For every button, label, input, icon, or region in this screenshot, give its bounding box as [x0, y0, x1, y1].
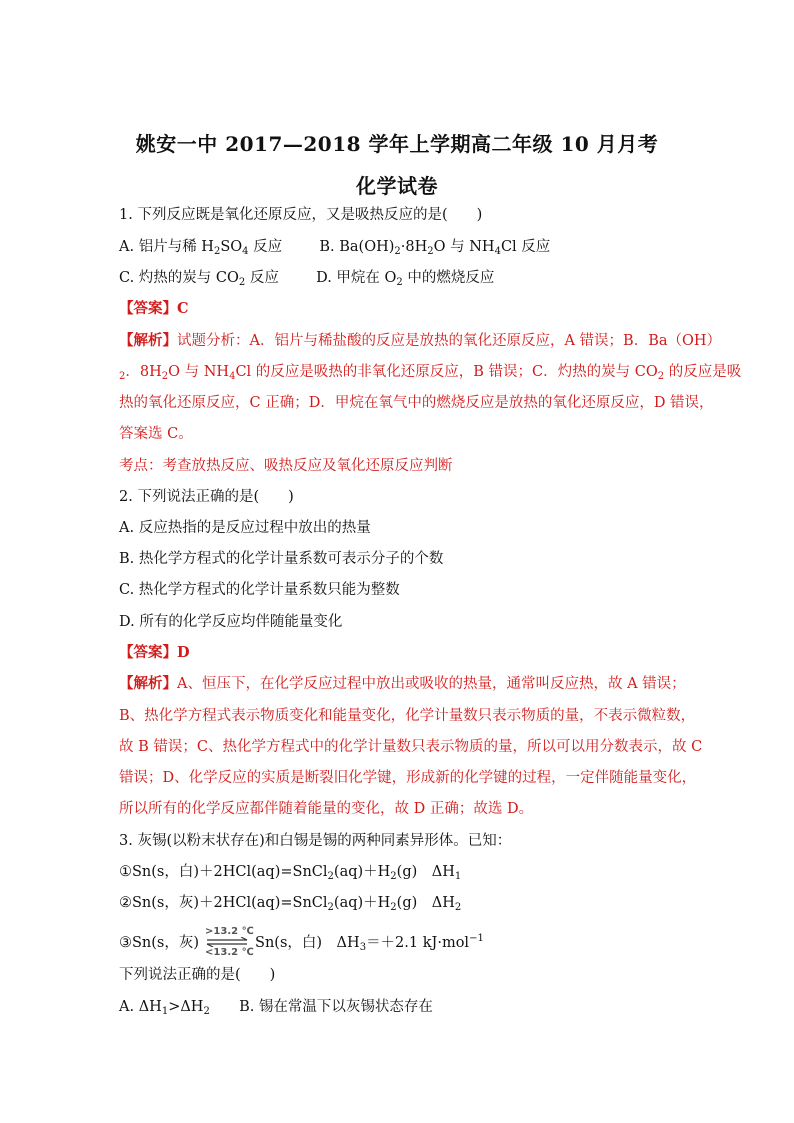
answer-value: C	[177, 300, 189, 317]
q3-option-b: B. 锡在常温下以灰锡状态存在	[239, 999, 433, 1015]
q1-analysis-line-4: 答案选 C。	[119, 426, 193, 442]
q2-analysis-line-2: B、热化学方程式表示物质变化和能量变化，化学计量数只表示物质的量，不表示微粒数，	[119, 708, 696, 724]
double-arrow-icon	[205, 937, 249, 947]
analysis-tag: 【解析】	[119, 675, 177, 692]
q1-option-c: C. 灼热的炭与 $CO_2$ 反应	[119, 270, 279, 288]
q2-option-d: D. 所有的化学反应均伴随能量变化	[119, 614, 343, 630]
q1-answer	[119, 299, 679, 319]
q2-option-a: A. 反应热指的是反应过程中放出的热量	[119, 520, 371, 536]
q2-analysis-line-3: 故 B 错误；C、热化学方程式中的化学计量数只表示物质的量，所以可以用分数表示，故 C	[119, 739, 703, 755]
analysis-tag: 【解析】	[119, 332, 177, 349]
q1-stem: 1. 下列反应既是氧化还原反应，又是吸热反应的是( )	[119, 207, 483, 223]
q2-option-c: C. 热化学方程式的化学计量系数只能为整数	[119, 582, 400, 598]
q3-equation-1: ①Sn(s，白)$+2HCl(aq)=SnCl_2(aq)+H_2(g)$ $\Delta H_1$	[119, 864, 462, 882]
q1-knowledge-point: 考点：考查放热反应、吸热反应及氧化还原反应判断	[119, 458, 453, 474]
q1-analysis-line-2: $_2$．$8H_2O$ 与 $NH_4Cl$ 的反应是吸热的非氧化还原反应，B 错误；C．灼热的炭与 $CO_2$ 的反应是吸	[119, 364, 742, 382]
q3-options-ab	[119, 997, 679, 1022]
arrow-condition-top: >13.2 ℃	[205, 926, 254, 937]
q3-equation-3: ③Sn(s，灰) >13.2 ℃ <13.2 ℃ Sn(s，白) $\Delta H_3=+2.1$ kJ·mol$^{-1}$	[119, 926, 484, 958]
q3-equation-2: ②Sn(s，灰)$+2HCl(aq)=SnCl_2(aq)+H_2(g)$ $\Delta H_2$	[119, 895, 462, 913]
q1-options-ab	[119, 237, 679, 262]
q3-option-a: A. $\Delta H_1>\Delta H_2$	[119, 999, 210, 1017]
q2-analysis-line-4: 错误；D、化学反应的实质是断裂旧化学键，形成新的化学键的过程，一定伴随能量变化，	[119, 770, 697, 786]
q1-analysis-line-1: 【解析】试题分析：A．铝片与稀盐酸的反应是放热的氧化还原反应，A 错误；B．Ba（OH）	[119, 332, 722, 349]
exam-title: 姚安一中 2017—2018 学年上学期高二年级 10 月月考	[135, 132, 659, 156]
q2-analysis-line-1: 【解析】A、恒压下，在化学反应过程中放出或吸收的热量，通常叫反应热，故 A 错误；	[119, 675, 686, 692]
q1-option-a: A. 铝片与稀 $H_2SO_4$ 反应	[119, 239, 283, 257]
answer-tag: 【答案】	[119, 644, 177, 661]
arrow-condition-bottom: <13.2 ℃	[205, 947, 254, 958]
q2-stem: 2. 下列说法正确的是( )	[119, 489, 294, 505]
q3-stem: 3. 灰锡(以粉末状存在)和白锡是锡的两种同素异形体。已知：	[119, 833, 512, 849]
q1-analysis-line-3: 热的氧化还原反应，C 正确；D．甲烷在氧气中的燃烧反应是放热的氧化还原反应，D 错误，	[119, 395, 714, 411]
q1-option-b: B. $Ba(OH)_2\cdot 8H_2O$ 与 $NH_4Cl$ 反应	[319, 239, 551, 257]
answer-tag: 【答案】	[119, 300, 177, 317]
exam-subtitle: 化学试卷	[356, 174, 438, 198]
answer-value: D	[177, 644, 190, 661]
q3-ask: 下列说法正确的是( )	[119, 967, 276, 983]
q1-options-cd	[119, 268, 679, 293]
equilibrium-arrow-icon	[205, 926, 254, 958]
q1-option-d: D. 甲烷在 $O_2$ 中的燃烧反应	[316, 270, 495, 288]
q2-analysis-line-5: 所以所有的化学反应都伴随着能量的变化，故 D 正确；故选 D。	[119, 801, 534, 817]
q2-option-b: B. 热化学方程式的化学计量系数可表示分子的个数	[119, 551, 444, 567]
q2-answer	[119, 643, 679, 663]
